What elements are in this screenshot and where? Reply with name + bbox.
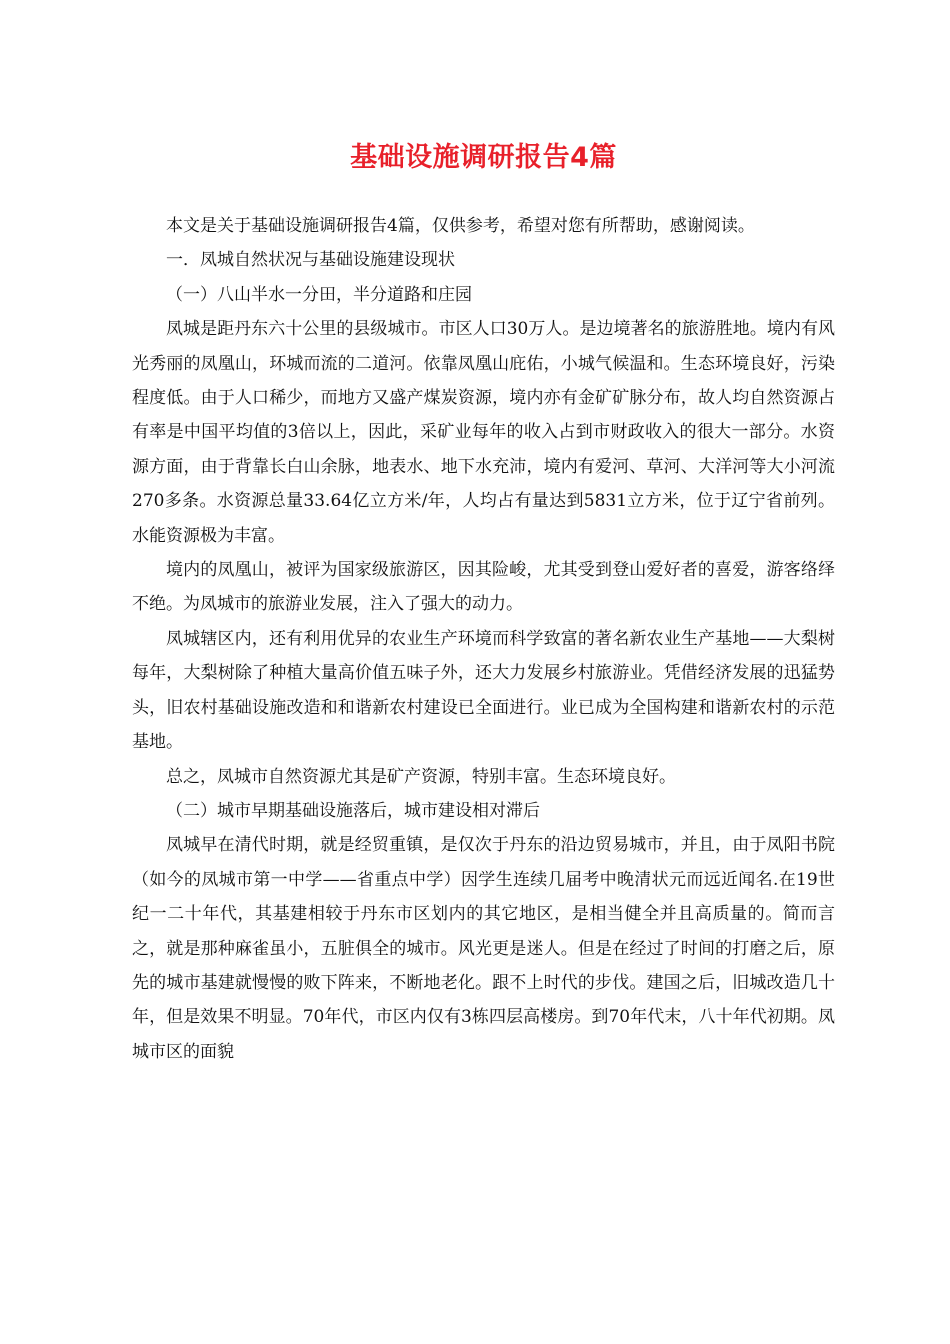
paragraph: 凤城早在清代时期，就是经贸重镇，是仅次于丹东的沿边贸易城市，并且，由于凤阳书院（如今的凤城市第一中学——省重点中学）因学生连续几届考中晚清状元而远近闻名.在19世纪一二十年代，其基建相较于丹东市区划内的其它地区，是相当健全并且高质量的。简而言之，就是那种麻雀虽小，五脏俱全的城市。风光更是迷人。但是在经过了时间的打磨之后，原先的城市基建就慢慢的败下阵来，不断地老化。跟不上时代的步伐。建国之后，旧城改造几十年，但是效果不明显。70年代，市区内仅有3栋四层高楼房。到70年代末，八十年代初期。凤城市区的面貌 [132, 835, 835, 1062]
paragraph: 总之，凤城市自然资源尤其是矿产资源，特别丰富。生态环境良好。 [166, 766, 676, 787]
paragraph: 境内的凤凰山，被评为国家级旅游区，因其险峻，尤其受到登山爱好者的喜爱，游客络绎不绝。为凤城市的旅游业发展，注入了强大的动力。 [132, 560, 835, 615]
section-heading-1: 一．凤城自然状况与基础设施建设现状 [166, 250, 455, 271]
subsection-heading-2: （二）城市早期基础设施落后，城市建设相对滞后 [166, 800, 540, 821]
subsection-heading-1: （一）八山半水一分田，半分道路和庄园 [166, 284, 472, 305]
document-body [132, 209, 835, 1069]
paragraph: 凤城是距丹东六十公里的县级城市。市区人口30万人。是边境著名的旅游胜地。境内有风光秀丽的凤凰山，环城而流的二道河。依靠凤凰山庇佑，小城气候温和。生态环境良好，污染程度低。由于人口稀少，而地方又盛产煤炭资源，境内亦有金矿矿脉分布，故人均自然资源占有率是中国平均值的3倍以上，因此，采矿业每年的收入占到市财政收入的很大一部分。水资源方面，由于背靠长白山余脉，地表水、地下水充沛，境内有爱河、草河、大洋河等大小河流270多条。水资源总量33.64亿立方米/年，人均占有量达到5831立方米，位于辽宁省前列。水能资源极为丰富。 [132, 319, 835, 546]
paragraph: 凤城辖区内，还有利用优异的农业生产环境而科学致富的著名新农业生产基地——大梨树每年，大梨树除了种植大量高价值五味子外，还大力发展乡村旅游业。凭借经济发展的迅猛势头，旧农村基础设施改造和和谐新农村建设已全面进行。业已成为全国构建和谐新农村的示范基地。 [132, 628, 835, 753]
document-title: 基础设施调研报告4篇 [350, 142, 617, 173]
paragraph-intro: 本文是关于基础设施调研报告4篇，仅供参考，希望对您有所帮助，感谢阅读。 [166, 216, 755, 236]
